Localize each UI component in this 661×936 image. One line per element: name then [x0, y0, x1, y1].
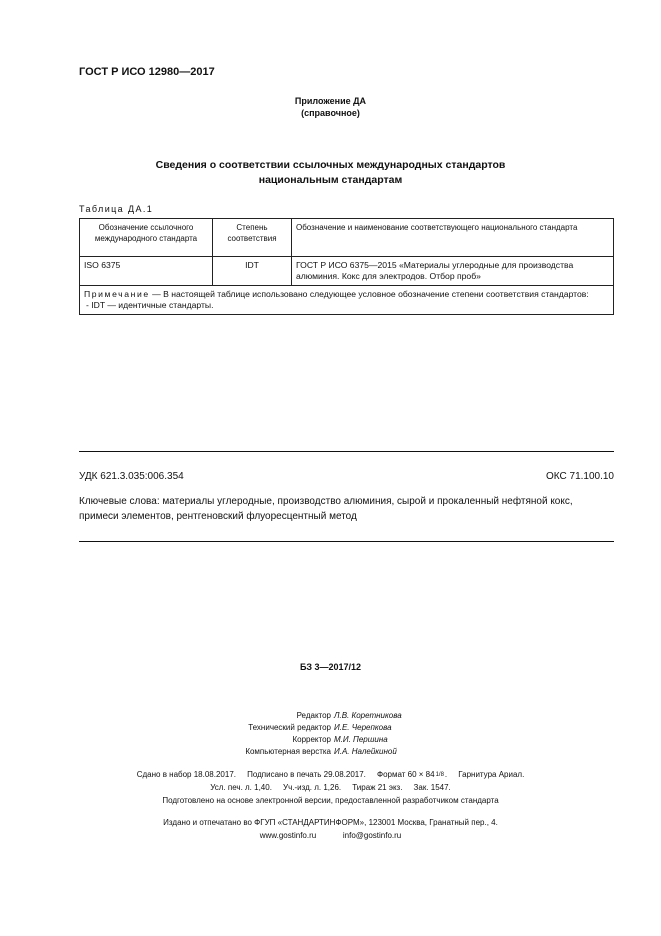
credit-name-layout: И.А. Налейкиной	[334, 747, 397, 756]
cell-national: ГОСТ Р ИСО 6375—2015 «Материалы углеродные для производства алюминия. Кокс для электродов. Отбор проб»	[292, 257, 614, 286]
email-link[interactable]: info@gostinfo.ru	[342, 831, 402, 840]
imprint-line4: Издано и отпечатано во ФГУП «СТАНДАРТИНФОРМ», 123001 Москва, Гранатный пер., 4.	[163, 818, 498, 827]
credit-role-editor: Редактор	[296, 711, 331, 720]
credit-name-proofreader: М.И. Першина	[334, 735, 388, 744]
table-note-row	[80, 286, 614, 315]
imprint-line1-main: Сдано в набор 18.08.2017. Подписано в печать 29.08.2017. Формат 60 × 84	[136, 770, 435, 779]
header-cell-degree: Степень соответствия	[213, 219, 292, 257]
imprint-line1-end: . Гарнитура Ариал.	[444, 770, 525, 779]
imprint-line2: Усл. печ. л. 1,40. Уч.-изд. л. 1,26. Тираж 21 экз. Зак. 1547.	[210, 783, 451, 792]
credit-role-proofreader: Корректор	[292, 735, 331, 744]
credit-name-tech-editor: И.Е. Черепкова	[334, 723, 392, 732]
format-fraction: 1/8	[435, 771, 444, 778]
credit-role-layout: Компьютерная верстка	[245, 747, 331, 756]
divider-bottom	[79, 541, 614, 542]
section-title-line2: национальным стандартам	[258, 174, 403, 186]
divider-top	[79, 451, 614, 452]
table-note	[80, 286, 614, 315]
keywords: Ключевые слова: материалы углеродные, производство алюминия, сырой и прокаленный нефтяной кокс, примеси элементов, рентгеновский флуоресцентный метод	[79, 496, 573, 522]
imprint-line3: Подготовлено на основе электронной версии, предоставленной разработчиком стандарта	[162, 796, 499, 805]
table-header-row	[80, 219, 614, 257]
cell-ref: ISO 6375	[80, 257, 213, 286]
document-header: ГОСТ Р ИСО 12980—2017	[79, 66, 215, 78]
appendix-title: Приложение ДА	[294, 96, 367, 106]
website-link[interactable]: www.gostinfo.ru	[259, 831, 317, 840]
oks-code: ОКС 71.100.10	[546, 471, 614, 482]
note-item: - IDT — идентичные стандарты.	[86, 300, 214, 310]
cell-degree: IDT	[213, 257, 292, 286]
table-label: Таблица ДА.1	[79, 204, 154, 214]
correspondence-table	[79, 218, 614, 315]
udk-code: УДК 621.3.035:006.354	[79, 471, 184, 482]
imprint-line1	[0, 770, 661, 779]
note-text: — В настоящей таблице использовано следующее условное обозначение степени соответствия стандартов:	[149, 289, 589, 299]
credit-name-editor: Л.В. Коретникова	[334, 711, 402, 720]
credit-role-tech-editor: Технический редактор	[248, 723, 331, 732]
header-cell-ref: Обозначение ссылочного международного стандарта	[80, 219, 213, 257]
header-cell-national: Обозначение и наименование соответствующего национального стандарта	[292, 219, 614, 257]
bz-number: БЗ 3—2017/12	[299, 662, 362, 672]
appendix-subtitle: (справочное)	[301, 108, 360, 118]
imprint-contacts	[0, 831, 661, 840]
note-label: Примечание	[84, 289, 150, 299]
section-title-line1: Сведения о соответствии ссылочных международных стандартов	[155, 159, 506, 171]
table-row	[80, 257, 614, 286]
